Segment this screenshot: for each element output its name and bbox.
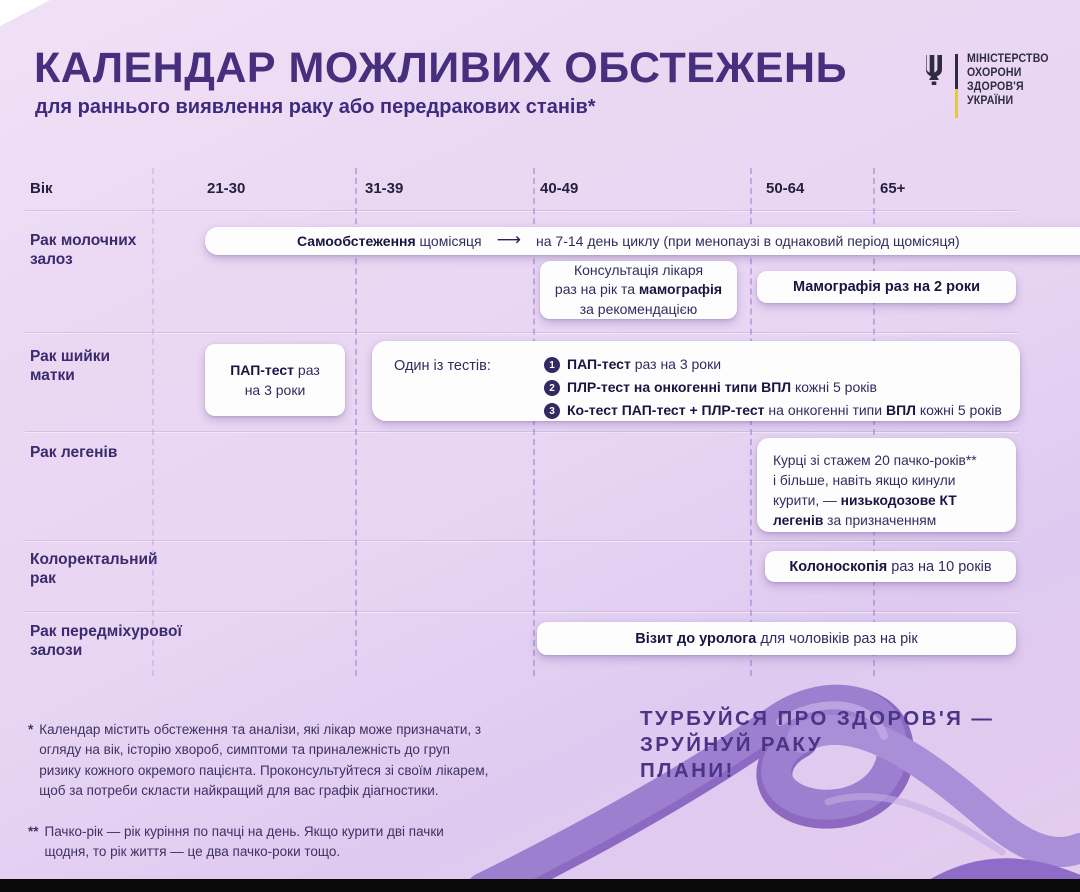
lung-line4-rest: за призначенням <box>823 513 937 528</box>
row-label-cervical <box>30 347 110 386</box>
row-label-line: Рак молочних <box>30 232 137 249</box>
consult-line2-bold: мамографія <box>638 281 723 298</box>
consultation-box <box>540 261 737 319</box>
age-col-31-39: 31-39 <box>365 180 404 197</box>
consult-line2 <box>555 280 722 300</box>
row-label-line: Рак передміхурової <box>30 623 182 640</box>
ministry-logo <box>922 52 1055 118</box>
row-label-colorectal <box>30 550 158 589</box>
page-subtitle: для раннього виявлення раку або передракових станів* <box>35 96 596 118</box>
colonoscopy-rest: раз на 10 років <box>887 558 992 575</box>
corner-notch <box>0 0 50 26</box>
self-exam-rest: щомісяця <box>415 233 482 249</box>
pap-bold: ПАП-тест <box>230 361 295 378</box>
bottom-black-bar <box>0 879 1080 892</box>
footnote-2-text: Пачко-рік — рік куріння по пачці на день. Якщо курити дві пачки щодня, то рік життя — це два пачко-роки тощо. <box>44 824 444 860</box>
row-label-lung: Рак легенів <box>30 444 118 461</box>
tests-options-box <box>372 341 1020 421</box>
consult-line1: Консультація лікаря <box>573 261 704 278</box>
test-bold2: ВПЛ <box>885 402 916 418</box>
row-label-line: матки <box>30 367 75 385</box>
page-title: КАЛЕНДАР МОЖЛИВИХ ОБСТЕЖЕНЬ <box>34 44 847 92</box>
colonoscopy-text <box>789 559 991 575</box>
colonoscopy-box <box>765 551 1016 582</box>
slogan-line2: ЗРУЙНУЙ РАКУ <box>640 733 823 757</box>
urologist-bold: Візит до уролога <box>635 630 757 647</box>
row-divider <box>25 611 1018 613</box>
test-option-1 <box>544 356 1002 373</box>
footnote-2 <box>28 822 448 863</box>
row-label-line: Рак шийки <box>30 348 111 365</box>
urologist-box <box>537 622 1016 655</box>
row-divider <box>25 210 1018 212</box>
footnote-2-marker: ** <box>28 824 39 839</box>
age-col-21-30: 21-30 <box>207 180 246 197</box>
row-label-prostate <box>30 622 182 661</box>
arrow-icon: ⟶ <box>496 230 521 249</box>
test-bold: ПЛР-тест на онкогенні типи ВПЛ <box>567 379 792 395</box>
row-divider <box>25 332 1018 334</box>
slogan-line3: ПЛАНИ! <box>640 759 735 783</box>
mammography-box: Мамографія раз на 2 роки <box>757 271 1016 303</box>
column-divider <box>152 168 154 676</box>
colonoscopy-bold: Колоноскопія <box>789 558 888 575</box>
numbered-badge: 2 <box>544 380 560 396</box>
consult-line3: за рекомендацією <box>579 300 698 317</box>
trident-icon <box>922 54 946 91</box>
numbered-badge: 1 <box>544 357 560 373</box>
row-divider <box>25 431 1018 433</box>
self-exam-text <box>297 233 482 249</box>
self-exam-bold: Самообстеження <box>297 233 416 249</box>
test-option-3 <box>544 402 1002 419</box>
age-axis-label: Вік <box>30 180 53 197</box>
footnote-1 <box>28 720 490 801</box>
ministry-name <box>967 52 1049 108</box>
ministry-line: ОХОРОНИ <box>966 67 1022 80</box>
row-label-line: Колоректальний <box>30 551 158 568</box>
age-col-40-49: 40-49 <box>540 180 579 197</box>
slogan-line1: ТУРБУЙСЯ ПРО ЗДОРОВ'Я — <box>640 707 995 730</box>
self-exam-detail: на 7-14 день циклу (при менопаузі в однаковий період щомісяця) <box>536 233 960 249</box>
pap-line2: на 3 роки <box>244 382 306 398</box>
urologist-text <box>635 631 917 647</box>
tests-label: Один із тестів: <box>394 358 491 374</box>
pap-rest: раз <box>294 361 320 378</box>
lung-line1: Курці зі стажем 20 пачко-років** <box>773 453 977 468</box>
ministry-line: ЗДОРОВ'Я <box>966 81 1024 94</box>
lung-ct-box <box>757 438 1016 532</box>
logo-divider <box>955 54 958 118</box>
ministry-line: МІНІСТЕРСТВО <box>966 53 1049 65</box>
age-col-50-64: 50-64 <box>766 180 805 197</box>
lung-line3-pre: курити, — <box>773 493 841 508</box>
footnote-1-marker: * <box>28 722 34 737</box>
pap-test-box <box>205 344 345 416</box>
row-divider <box>25 540 1018 542</box>
slogan <box>640 706 994 785</box>
test-mid: на онкогенні типи <box>764 402 886 418</box>
self-exam-bar <box>205 227 1080 255</box>
row-label-line: рак <box>30 570 56 588</box>
row-label-line: залози <box>30 642 83 660</box>
test-option-2 <box>544 379 1002 396</box>
test-option-text <box>567 356 721 372</box>
row-label-breast <box>30 231 136 270</box>
row-label-line: залоз <box>30 251 73 269</box>
lung-line4-bold: легенів <box>773 513 824 528</box>
footnote-1-text: Календар містить обстеження та аналізи, які лікар може призначати, з огляду на вік, історію хвороб, симптоми та приналежність до груп ризику кожного окремого пацієнта. Проконсультуйтеся зі своїм лікарем, щоб за потреби скласти найкращий для вас графік діагностики. <box>39 722 489 798</box>
test-rest: кожні 5 років <box>791 379 877 395</box>
consult-line2-pre: раз на рік та <box>554 281 639 298</box>
test-bold: Ко-тест ПАП-тест + ПЛР-тест <box>567 402 765 418</box>
test-option-text <box>567 402 1002 418</box>
lung-line2: і більше, навіть якщо кинули <box>773 473 956 488</box>
test-rest: кожні 5 років <box>915 402 1002 418</box>
numbered-badge: 3 <box>544 403 560 419</box>
lung-line3 <box>773 491 1002 511</box>
urologist-rest: для чоловіків раз на рік <box>756 630 918 647</box>
test-rest: раз на 3 роки <box>630 356 722 372</box>
lung-line4 <box>773 511 1002 531</box>
pap-line1 <box>230 360 320 380</box>
test-bold: ПАП-тест <box>567 356 631 372</box>
age-col-65plus: 65+ <box>880 180 906 197</box>
tests-list <box>544 356 1002 419</box>
test-option-text <box>567 379 877 395</box>
lung-line3-bold: низькодозове КТ <box>840 493 957 508</box>
ministry-line: УКРАЇНИ <box>966 95 1013 108</box>
